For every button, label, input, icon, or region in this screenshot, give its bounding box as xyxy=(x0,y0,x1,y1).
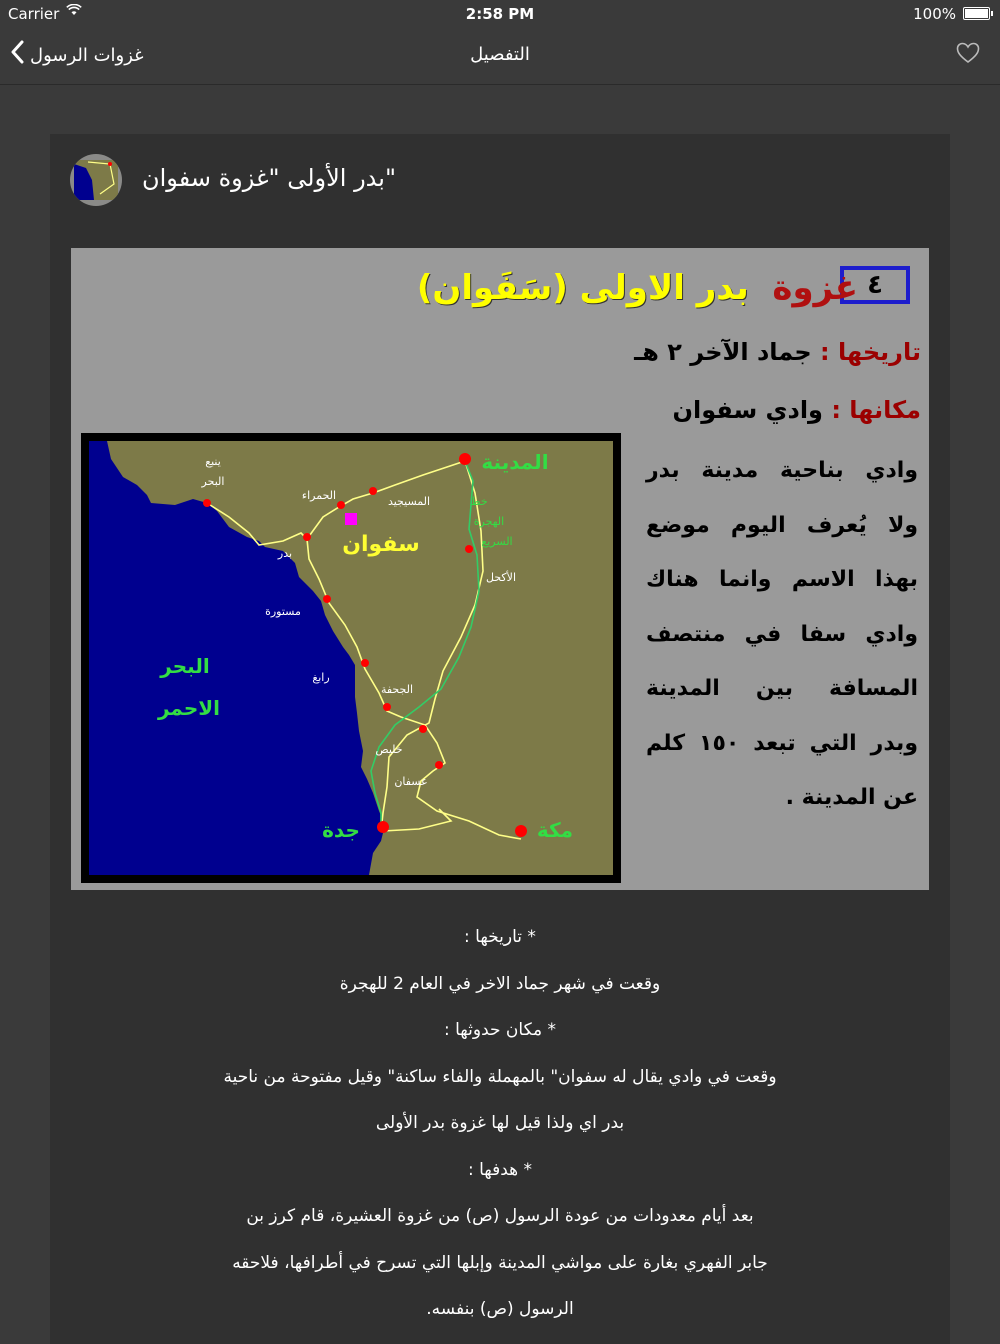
dot-badr xyxy=(303,533,311,541)
carrier-label: Carrier xyxy=(8,5,60,23)
map-label-safwan: سفوان xyxy=(342,532,420,557)
description-line: وادي بناحية مدينة بدر xyxy=(646,458,918,483)
map-label-jedda: جدة xyxy=(322,818,360,842)
map-label-hijra-1: خط xyxy=(470,495,488,508)
date-label: تاريخها : xyxy=(820,338,921,366)
detail-body xyxy=(50,914,950,1333)
battle-heading-word: غزوة xyxy=(772,268,858,308)
map-label-akhal: الأكحل xyxy=(486,571,516,584)
map-label-usfan: عسفان xyxy=(394,775,428,788)
date-value: جماد الآخر ٢ هـ xyxy=(634,338,812,366)
map-label-badr: بدر xyxy=(277,547,293,560)
detail-card xyxy=(50,134,950,1344)
section-text: جابر الفهري بغارة على مواشي المدينة وإبلها التي تسرح في أطرافها، فلاحقه xyxy=(232,1252,768,1273)
battle-number-badge: ٤ xyxy=(840,266,910,304)
map-label-yanbu-1: ينبع xyxy=(205,455,221,468)
section-text: الرسول (ص) بنفسه. xyxy=(426,1299,574,1319)
place-value: وادي سفوان xyxy=(672,396,823,424)
map-label-hijra-3: السريع xyxy=(481,535,513,548)
safwan-site-marker xyxy=(345,513,357,525)
description-line: بهذا الاسم وانما هناك xyxy=(646,567,918,592)
description-line: وبدر التي تبعد ١٥٠ كلم xyxy=(646,730,918,756)
description-line: وادي سفا في منتصف xyxy=(646,621,918,647)
detail-title: "بدر الأولى "غزوة سفوان xyxy=(142,164,396,192)
chevron-left-icon xyxy=(10,40,24,70)
dot-yanbu xyxy=(203,499,211,507)
battle-heading-name: بدر الاولى (سَفَوان) xyxy=(416,268,749,308)
battle-image xyxy=(71,248,929,890)
battle-heading xyxy=(417,268,858,308)
back-button[interactable] xyxy=(10,40,144,70)
dot-musayjid xyxy=(369,487,377,495)
map-label-hijra-2: الهجرة xyxy=(473,515,505,528)
map-label-mastura: مستورة xyxy=(265,605,301,618)
page-title: التفصيل xyxy=(470,44,530,65)
section-heading-goal: * هدفها : xyxy=(467,1159,533,1180)
map-label-sea-1: البحر xyxy=(160,654,210,678)
section-heading-date: * تاريخها : xyxy=(464,927,536,947)
clock: 2:58 PM xyxy=(465,5,535,23)
map-label-rabigh: رابغ xyxy=(312,671,330,684)
dot-hamra xyxy=(337,501,345,509)
map-label-sea-2: الاحمر xyxy=(157,696,221,720)
description-line: ولا يُعرف اليوم موضع xyxy=(646,512,918,538)
map-label-juhfa: الجحفة xyxy=(380,683,414,696)
dot-usfan xyxy=(435,761,443,769)
dot-madina xyxy=(459,453,471,465)
description-line: عن المدينة . xyxy=(785,785,918,810)
map-label-khulais: خليص xyxy=(375,743,403,756)
section-heading-place: * مكان حدوثها : xyxy=(444,1020,556,1040)
favorite-heart-icon[interactable] xyxy=(956,42,980,66)
battle-map xyxy=(81,433,621,883)
dot-mastura xyxy=(323,595,331,603)
section-text: وقعت في وادي يقال له سفوان" بالمهملة والفاء ساكنة" وقيل مفتوحة من ناحية xyxy=(223,1066,777,1087)
dot-rabigh xyxy=(361,659,369,667)
dot-jedda xyxy=(377,821,389,833)
map-label-yanbu-2: البحر xyxy=(201,475,225,488)
dot-akhal xyxy=(465,545,473,553)
place-label: مكانها : xyxy=(831,396,921,424)
battle-description xyxy=(646,444,918,826)
detail-header xyxy=(70,154,930,210)
dot-makka xyxy=(515,825,527,837)
map-label-musayjid: المسيجيد xyxy=(387,495,431,508)
section-text: بدر اي ولذا قيل لها غزوة بدر الأولى xyxy=(375,1113,625,1133)
battery-percent: 100% xyxy=(913,5,956,23)
dot-khulais xyxy=(419,725,427,733)
map-label-madina: المدينة xyxy=(481,450,549,474)
section-text: وقعت في شهر جماد الاخر في العام 2 للهجرة xyxy=(339,973,661,994)
description-line: المسافة بين المدينة xyxy=(646,676,918,701)
navigation-bar xyxy=(0,28,1000,85)
map-label-hamra: الحمراء xyxy=(301,489,337,502)
dot-juhfa xyxy=(383,703,391,711)
status-bar xyxy=(0,0,1000,28)
back-button-label: غزوات الرسول xyxy=(30,44,144,66)
battery-icon xyxy=(963,7,990,20)
place-row xyxy=(673,396,921,424)
date-row xyxy=(634,338,921,366)
avatar xyxy=(70,154,122,206)
section-text: بعد أيام معدودات من عودة الرسول (ص) من غزوة العشيرة، قام كرز بن xyxy=(246,1206,754,1226)
map-label-makka: مكة xyxy=(536,818,574,842)
